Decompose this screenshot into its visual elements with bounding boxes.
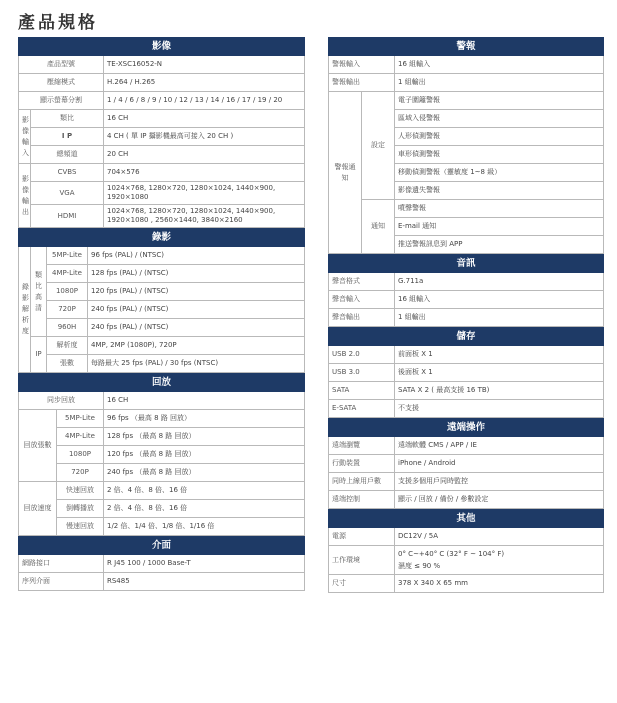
spec-value: 後面板 X 1	[395, 364, 604, 382]
spec-value: TE-XSC16052-N	[104, 56, 305, 74]
table-row	[19, 428, 305, 446]
spec-value: SATA X 2 ( 最高支援 16 TB)	[395, 382, 604, 400]
spec-value: 120 fps (PAL) / (NTSC)	[88, 283, 305, 301]
table-row	[19, 283, 305, 301]
table-row	[329, 309, 604, 327]
alarm-table	[328, 37, 604, 254]
section-header-remote: 遠端操作	[329, 419, 604, 437]
interface-table	[18, 536, 305, 591]
spec-value: 1024×768, 1280×720, 1280×1024, 1440×900, 1920×1080 , 2560×1440, 3840×2160	[104, 205, 305, 228]
table-row	[329, 400, 604, 418]
table-row	[329, 575, 604, 593]
table-row	[19, 555, 305, 573]
spec-value: 16 組輸入	[395, 291, 604, 309]
env-temperature: 0° C~+40° C (32° F ~ 104° F)	[398, 549, 505, 558]
spec-value: 96 fps （最高 8 路 回放）	[104, 410, 305, 428]
spec-value: 16 組輸入	[395, 56, 604, 74]
spec-value: 1 組輸出	[395, 74, 604, 92]
spec-label: 720P	[47, 301, 88, 319]
spec-label: 4MP-Lite	[47, 265, 88, 283]
spec-value: 移動偵測警報（靈敏度 1~8 級）	[395, 164, 604, 182]
table-row	[19, 128, 305, 146]
spec-label: 慢速回放	[57, 518, 104, 536]
spec-value: 每路最大 25 fps (PAL) / 30 fps (NTSC)	[88, 355, 305, 373]
spec-value: 4 CH ( 單 IP 攝影機最高可接入 20 CH )	[104, 128, 305, 146]
spec-value: 車形偵測警報	[395, 146, 604, 164]
spec-value: 前面板 X 1	[395, 346, 604, 364]
table-row	[329, 92, 604, 110]
table-row	[329, 455, 604, 473]
spec-value: 120 fps （最高 8 路 回放）	[104, 446, 305, 464]
spec-value: 遠端軟體 CMS / APP / IE	[395, 437, 604, 455]
spec-value: 不支援	[395, 400, 604, 418]
table-row	[329, 364, 604, 382]
spec-value: 96 fps (PAL) / (NTSC)	[88, 247, 305, 265]
spec-label: HDMI	[31, 205, 104, 228]
table-row	[19, 205, 305, 228]
table-row	[329, 74, 604, 92]
section-header-record: 錄影	[19, 229, 305, 247]
spec-value: 4MP, 2MP (1080P), 720P	[88, 337, 305, 355]
table-row	[19, 410, 305, 428]
group-label-video-output: 影像輸出	[19, 164, 31, 228]
spec-label: 類比	[31, 110, 104, 128]
spec-label: 張數	[47, 355, 88, 373]
spec-value: G.711a	[395, 273, 604, 291]
table-row	[19, 301, 305, 319]
table-row	[19, 464, 305, 482]
spec-value: 128 fps （最高 8 路 回放）	[104, 428, 305, 446]
spec-value: 1024×768, 1280×720, 1280×1024, 1440×900, 1920×1080	[104, 182, 305, 205]
table-row	[329, 291, 604, 309]
remote-table	[328, 418, 604, 509]
section-header-storage: 儲存	[329, 328, 604, 346]
group-label-analog-hd: 類比高清	[31, 247, 47, 337]
table-row	[19, 355, 305, 373]
spec-value: 16 CH	[104, 110, 305, 128]
group-label-ip: IP	[31, 337, 47, 373]
spec-value: R J45 100 / 1000 Base-T	[104, 555, 305, 573]
section-header-playback: 回放	[19, 374, 305, 392]
spec-value: 128 fps (PAL) / (NTSC)	[88, 265, 305, 283]
spec-label: I P	[31, 128, 104, 146]
spec-value: 378 X 340 X 65 mm	[395, 575, 604, 593]
spec-label: 聲音輸出	[329, 309, 395, 327]
spec-label: 行動裝置	[329, 455, 395, 473]
spec-value: 區域入侵警報	[395, 110, 604, 128]
spec-label: 網路接口	[19, 555, 104, 573]
table-row	[329, 546, 604, 575]
spec-value: 240 fps (PAL) / (NTSC)	[88, 301, 305, 319]
table-row	[19, 482, 305, 500]
section-header-video: 影像	[19, 38, 305, 56]
spec-label: 快速回放	[57, 482, 104, 500]
left-spec-column	[18, 37, 305, 591]
spec-value: 1 組輸出	[395, 309, 604, 327]
table-row	[19, 110, 305, 128]
table-row	[19, 56, 305, 74]
table-row	[19, 518, 305, 536]
table-row	[19, 74, 305, 92]
spec-label: 同步回放	[19, 392, 104, 410]
spec-label: 1080P	[57, 446, 104, 464]
spec-label: 聲音格式	[329, 273, 395, 291]
spec-label: 4MP-Lite	[57, 428, 104, 446]
spec-label: 總頻道	[31, 146, 104, 164]
table-row	[19, 182, 305, 205]
spec-label: 警報輸出	[329, 74, 395, 92]
spec-label: USB 2.0	[329, 346, 395, 364]
spec-label: 尺寸	[329, 575, 395, 593]
spec-value: 240 fps （最高 8 路 回放）	[104, 464, 305, 482]
spec-label: USB 3.0	[329, 364, 395, 382]
spec-label: 產品型號	[19, 56, 104, 74]
table-row	[329, 200, 604, 218]
spec-value-env	[395, 546, 604, 575]
table-row	[329, 382, 604, 400]
table-row	[19, 392, 305, 410]
table-row	[19, 146, 305, 164]
spec-label: 解析度	[47, 337, 88, 355]
other-table	[328, 509, 604, 593]
spec-value: 1 / 4 / 6 / 8 / 9 / 10 / 12 / 13 / 14 / 16 / 17 / 19 / 20	[104, 92, 305, 110]
table-row	[19, 573, 305, 591]
spec-label: 720P	[57, 464, 104, 482]
spec-label: 倒轉播放	[57, 500, 104, 518]
spec-value: E-mail 通知	[395, 218, 604, 236]
spec-value: 支援多個用戶同時監控	[395, 473, 604, 491]
right-spec-column	[328, 37, 604, 593]
spec-value: 704×576	[104, 164, 305, 182]
spec-label: 電源	[329, 528, 395, 546]
table-row	[329, 491, 604, 509]
spec-label: 警報輸入	[329, 56, 395, 74]
spec-value: iPhone / Android	[395, 455, 604, 473]
spec-label: 同時上線用戶數	[329, 473, 395, 491]
spec-label: 壓縮模式	[19, 74, 104, 92]
spec-value: 電子圍籬警報	[395, 92, 604, 110]
table-row	[329, 437, 604, 455]
group-label-playback-frames: 回放張數	[19, 410, 57, 482]
spec-label: VGA	[31, 182, 104, 205]
section-header-alarm: 警報	[329, 38, 604, 56]
spec-label: 5MP-Lite	[47, 247, 88, 265]
spec-label: 遠端瀏覽	[329, 437, 395, 455]
spec-label: 聲音輸入	[329, 291, 395, 309]
spec-value: H.264 / H.265	[104, 74, 305, 92]
video-table	[18, 37, 305, 228]
spec-value: 240 fps (PAL) / (NTSC)	[88, 319, 305, 337]
table-row	[19, 247, 305, 265]
group-label-alarm-setting: 設定	[362, 92, 395, 200]
table-row	[329, 473, 604, 491]
audio-table	[328, 254, 604, 327]
table-row	[329, 56, 604, 74]
spec-label: 序列介面	[19, 573, 104, 591]
section-header-other: 其他	[329, 510, 604, 528]
table-row	[19, 92, 305, 110]
spec-value: 16 CH	[104, 392, 305, 410]
spec-value: 2 倍、4 倍、8 倍、16 倍	[104, 500, 305, 518]
spec-value: 推送警報訊息到 APP	[395, 236, 604, 254]
table-row	[19, 337, 305, 355]
table-row	[19, 500, 305, 518]
spec-value: 2 倍、4 倍、8 倍、16 倍	[104, 482, 305, 500]
group-label-alarm-notify: 警報通知	[329, 92, 362, 254]
table-row	[329, 528, 604, 546]
spec-label: E-SATA	[329, 400, 395, 418]
group-label-video-input: 影像輸入	[19, 110, 31, 164]
section-header-audio: 音訊	[329, 255, 604, 273]
group-label-record-resolution: 錄影解析度	[19, 247, 31, 373]
spec-label: 960H	[47, 319, 88, 337]
table-row	[19, 446, 305, 464]
group-label-alarm-notice: 通知	[362, 200, 395, 254]
storage-table	[328, 327, 604, 418]
spec-value: RS485	[104, 573, 305, 591]
spec-value: 人形偵測警報	[395, 128, 604, 146]
spec-value: 顯示 / 回放 / 備份 / 參數設定	[395, 491, 604, 509]
table-row	[19, 265, 305, 283]
spec-value: 20 CH	[104, 146, 305, 164]
table-row	[19, 319, 305, 337]
page-title: 產品規格	[18, 13, 98, 33]
group-label-playback-speed: 回放速度	[19, 482, 57, 536]
spec-value: DC12V / 5A	[395, 528, 604, 546]
playback-table	[18, 373, 305, 536]
spec-label: CVBS	[31, 164, 104, 182]
record-table	[18, 228, 305, 373]
spec-value: 1/2 倍、1/4 倍、1/8 倍、1/16 倍	[104, 518, 305, 536]
spec-label: 工作環境	[329, 546, 395, 575]
env-humidity: 濕度 ≤ 90 %	[398, 561, 441, 570]
spec-label: 1080P	[47, 283, 88, 301]
spec-value: 影像遺失警報	[395, 182, 604, 200]
spec-label: 顯示螢幕分割	[19, 92, 104, 110]
spec-label: SATA	[329, 382, 395, 400]
table-row	[19, 164, 305, 182]
spec-label: 5MP-Lite	[57, 410, 104, 428]
spec-value: 噴聲警報	[395, 200, 604, 218]
table-row	[329, 346, 604, 364]
spec-label: 遠端控制	[329, 491, 395, 509]
section-header-interface: 介面	[19, 537, 305, 555]
table-row	[329, 273, 604, 291]
